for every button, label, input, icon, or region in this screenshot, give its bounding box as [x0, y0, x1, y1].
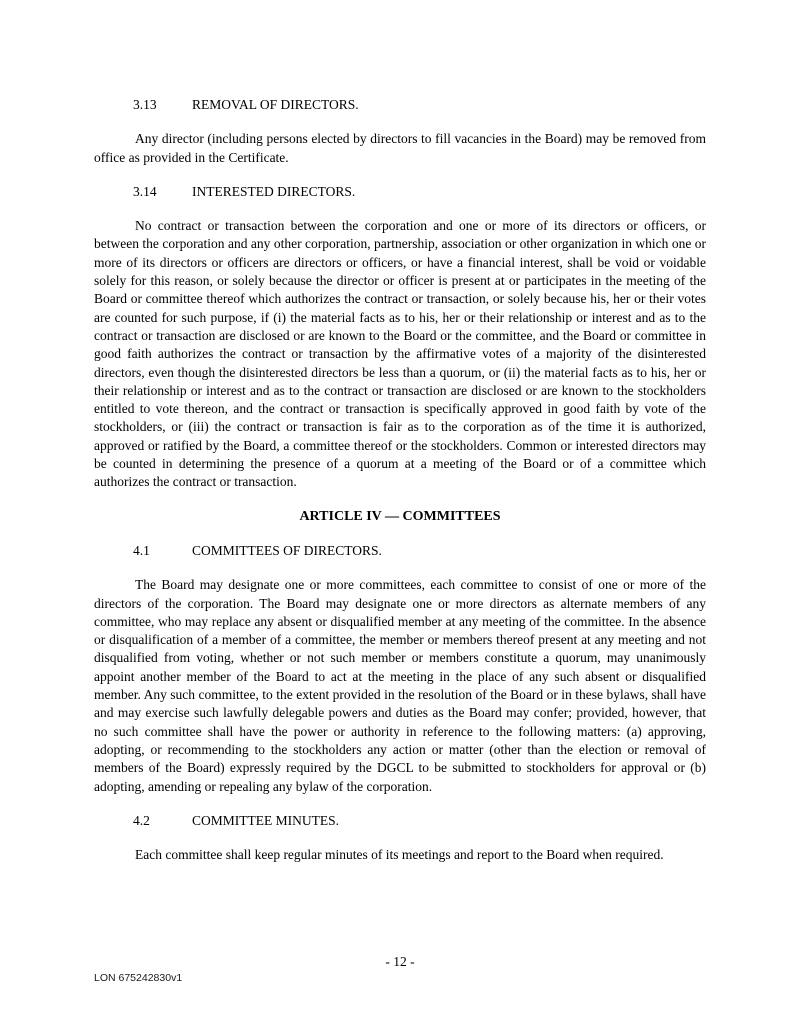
section-title: INTERESTED DIRECTORS.: [192, 183, 356, 199]
section-title: REMOVAL OF DIRECTORS.: [192, 97, 359, 112]
paragraph-interested-directors: No contract or transaction between the corporation and one or more of its directors or officers, or between the corporation and any other corporation, partnership, association or other organization in which one or more of its directors or officers are directors or officers, or have a financial interest, shall be void or voidable solely for this reason, or solely because the director or officer is present at or participates in the meeting of the Board or committee thereof which authorizes the contract or transaction, or solely because his, her or their votes are counted for such purpose, if (i) the material facts as to his, her or their relationship or interest and as to the contract or transaction are disclosed or are known to the Board or the committee, and the Board or committee in good faith authorizes the contract or transaction by the affirmative votes of a majority of the disinterested directors, even though the disinterested directors be less than a quorum, or (ii) the material facts as to his, her or their relationship or interest and as to the contract or transaction are disclosed or are known to the stockholders entitled to vote thereon, and the contract or transaction is specifically approved in good faith by vote of the stockholders, or (iii) the contract or transaction is fair as to the corporation as of the time it is authorized, approved or ratified by the Board, a committee thereof or the stockholders. Common or interested directors may be counted in determining the presence of a quorum at a meeting of the Board or of a committee which authorizes the contract or transaction.: [94, 218, 706, 490]
document-body: [94, 0, 706, 880]
section-number: 4.1: [133, 542, 150, 558]
paragraph-removal-of-directors: Any director (including persons elected by directors to fill vacancies in the Board) may be removed from office as provided in the Certificate.: [94, 131, 706, 165]
paragraph-committee-minutes: Each committee shall keep regular minutes of its meetings and report to the Board when required.: [135, 847, 664, 863]
document-id-footer: LON 675242830v1: [94, 972, 183, 984]
page-number: - 12 -: [385, 954, 415, 969]
section-number: 4.2: [133, 812, 150, 828]
section-number: 3.13: [133, 97, 157, 112]
section-heading-3-13: [94, 96, 706, 114]
section-title: COMMITTEES OF DIRECTORS.: [192, 542, 382, 558]
article-heading-committees: ARTICLE IV — COMMITTEES: [299, 508, 501, 524]
paragraph-committees-of-directors: The Board may designate one or more committees, each committee to consist of one or more of the directors of the corporation. The Board may designate one or more directors as alternate members of any committee, who may replace any absent or disqualified member at any meeting of the committee. In the absence or disqualification of a member of a committee, the member or members thereof present at any meeting and not disqualified from voting, whether or not such member or members constitute a quorum, may unanimously appoint another member of the Board to act at the meeting in the place of any such absent or disqualified member. Any such committee, to the extent provided in the resolution of the Board or in these bylaws, shall have and may exercise such lawfully delegable powers and duties as the Board may confer; provided, however, that no such committee shall have the power or authority in reference to the following matters: (a) approving, adopting, or recommending to the stockholders any action or matter (other than the election or removal of members of the Board) expressly required by the DGCL to be submitted to stockholders for approval or (b) adopting, amending or repealing any bylaw of the corporation.: [94, 577, 706, 794]
section-number: 3.14: [133, 183, 157, 199]
section-heading-4-2: [94, 812, 706, 830]
section-heading-3-14: [94, 183, 706, 201]
section-heading-4-1: [94, 542, 706, 560]
section-title: COMMITTEE MINUTES.: [192, 812, 339, 828]
